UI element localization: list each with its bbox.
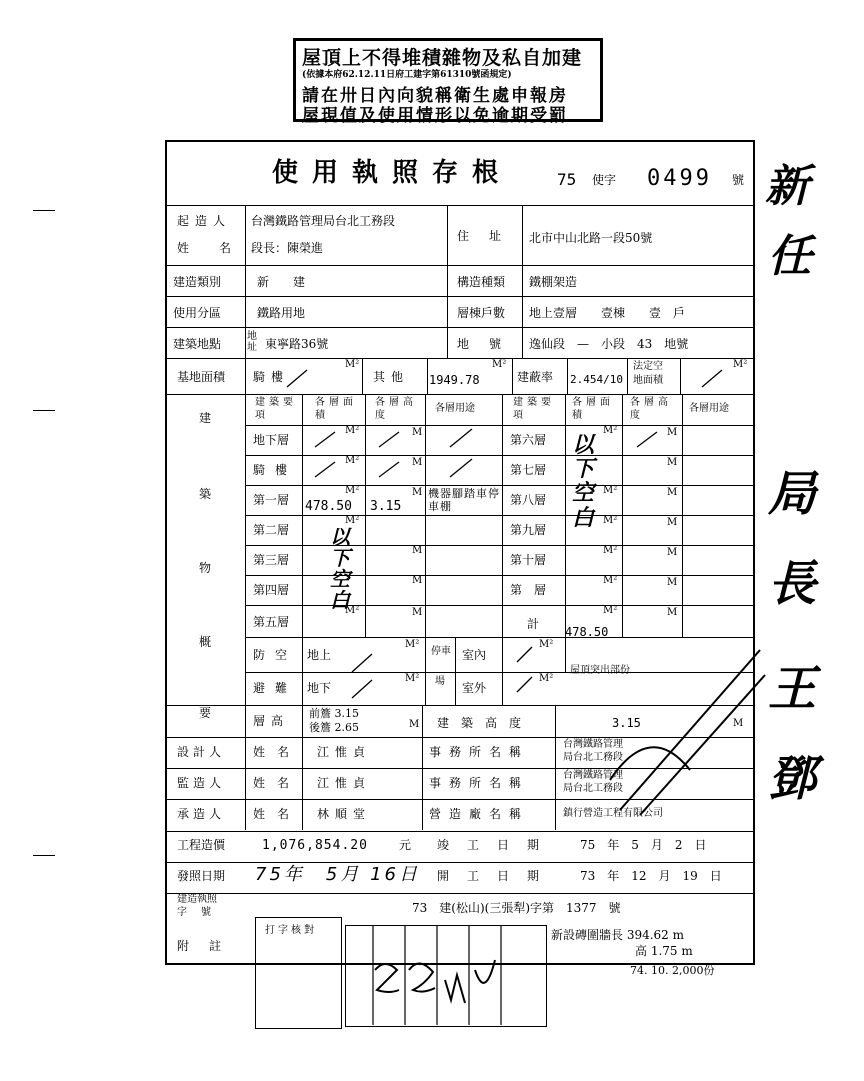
first-floor-area: 478.50 bbox=[305, 499, 352, 514]
col-header-area: 各層面積 bbox=[315, 397, 357, 421]
issue-date-label: 發照日期 bbox=[177, 869, 226, 883]
arcade-label: 騎樓 bbox=[253, 370, 290, 384]
floor-label: 第四層 bbox=[253, 583, 290, 597]
col-header-use: 各層用途 bbox=[435, 403, 475, 414]
permit-label-1: 建造執照 bbox=[177, 894, 217, 905]
supervisor-office-2: 局台北工務段 bbox=[563, 783, 623, 794]
shelter-above: 地上 bbox=[307, 648, 332, 662]
unit-m2: M² bbox=[345, 515, 360, 526]
parking-label-1: 停車 bbox=[431, 646, 451, 657]
stamp-line-2: (依據本府62.12.11日府工建字第61310號函規定) bbox=[302, 70, 512, 80]
unit-m: M bbox=[412, 457, 423, 468]
site-prefix: 地址 bbox=[247, 331, 257, 353]
unit-m2: M² bbox=[603, 575, 618, 586]
front-eave: 前簷 3.15 bbox=[309, 707, 359, 720]
legal-open-label-1: 法定空 bbox=[633, 361, 663, 372]
parking-outdoor: 室外 bbox=[462, 681, 487, 695]
contractor-factory-label: 營造廠名稱 bbox=[429, 807, 530, 821]
contractor-company: 鎮行營造工程有限公司 bbox=[563, 808, 663, 819]
typing-check-label: 打字核對 bbox=[265, 925, 317, 936]
unit-m2: M² bbox=[733, 359, 748, 370]
unit-m2: M² bbox=[405, 639, 420, 650]
unit-m: M bbox=[667, 547, 678, 558]
floor-label: 第十層 bbox=[510, 553, 547, 567]
supervisor-name: 江惟貞 bbox=[317, 776, 372, 790]
supervisor-office-label: 事務所名稱 bbox=[429, 776, 530, 790]
permit-year: 75 bbox=[557, 170, 577, 189]
unit-m: M bbox=[412, 607, 423, 618]
building-height-label: 建築高度 bbox=[437, 716, 534, 730]
permit-word: 使字 bbox=[592, 173, 617, 187]
site-area-label: 基地面積 bbox=[177, 370, 226, 384]
name-label: 姓名 bbox=[177, 241, 262, 255]
builder-org: 台灣鐵路管理局台北工務段 bbox=[251, 214, 396, 228]
unit-m2: M² bbox=[603, 425, 618, 436]
site-address: 東寧路36號 bbox=[265, 337, 329, 351]
unit-m: M bbox=[667, 577, 678, 588]
margin-hand-2: 任 bbox=[768, 231, 812, 282]
contractor-name-label: 姓名 bbox=[253, 807, 302, 821]
unit-m: M bbox=[667, 427, 678, 438]
floor-label: 第三層 bbox=[253, 553, 290, 567]
permit-stub-form bbox=[165, 140, 755, 965]
lot-label: 地號 bbox=[457, 337, 522, 351]
unit-m2: M² bbox=[345, 425, 360, 436]
approval-signatures bbox=[345, 925, 545, 1025]
stamp-line-3: 請在卅日內向貌稱衛生處申報房 bbox=[302, 86, 568, 106]
unit-m2: M² bbox=[345, 605, 360, 616]
blank-note-left: 以下空白 bbox=[330, 525, 350, 612]
form-title: 使用執照存根 bbox=[272, 158, 513, 188]
unit-m: M bbox=[667, 487, 678, 498]
unit-m2: M² bbox=[603, 515, 618, 526]
floor-label: 騎樓 bbox=[253, 463, 298, 477]
unit-m2: M² bbox=[492, 359, 507, 370]
margin-hand-6: 鄧 bbox=[768, 751, 817, 807]
issue-date: 75年 5月 16日 bbox=[255, 864, 420, 885]
margin-mark bbox=[33, 855, 55, 856]
margin-mark bbox=[33, 410, 55, 411]
unit-m: M bbox=[409, 719, 420, 730]
designer-name: 江惟貞 bbox=[317, 745, 372, 759]
builder-address: 北市中山北路一段50號 bbox=[529, 231, 653, 245]
check-stamp-box bbox=[255, 917, 342, 1029]
col-header-area: 各層面積 bbox=[572, 397, 614, 421]
floors-count: 地上壹層 壹棟 壹 戶 bbox=[529, 306, 686, 320]
unit-m: M bbox=[667, 457, 678, 468]
unit-m2: M² bbox=[603, 605, 618, 616]
completion-date: 75 年 5 月 2 日 bbox=[580, 838, 707, 852]
designer-name-label: 姓名 bbox=[253, 745, 302, 759]
margin-hand-5: 王 bbox=[768, 661, 817, 717]
shelter-below: 地下 bbox=[307, 681, 332, 695]
unit-m2: M² bbox=[539, 673, 554, 684]
unit-m: M bbox=[412, 487, 423, 498]
floor-label: 第二層 bbox=[253, 523, 290, 537]
floor-label: 第五層 bbox=[253, 615, 290, 629]
side-label-char: 建 bbox=[199, 411, 212, 425]
building-height: 3.15 bbox=[612, 716, 641, 730]
other-label: 其他 bbox=[373, 370, 410, 384]
wall-height: 高 1.75 m bbox=[635, 944, 693, 958]
builder-chief: 段長：陳榮進 bbox=[251, 241, 324, 255]
col-header-use: 各層用途 bbox=[689, 403, 729, 414]
total-label: 計 bbox=[527, 617, 540, 631]
designer-office-2: 局台北工務段 bbox=[563, 752, 623, 763]
unit-m2: M² bbox=[539, 639, 554, 650]
floor-height-label: 層高 bbox=[253, 714, 290, 728]
designer-office-label: 事務所名稱 bbox=[429, 745, 530, 759]
legal-open-label-2: 地面積 bbox=[633, 375, 663, 386]
unit-m2: M² bbox=[603, 545, 618, 556]
roof-projection-label: 屋頂突出部份 bbox=[570, 665, 630, 676]
contractor-name: 林順堂 bbox=[317, 807, 372, 821]
cost-unit: 元 bbox=[399, 838, 412, 852]
col-header-item: 建築要項 bbox=[255, 397, 297, 421]
unit-m2: M² bbox=[345, 455, 360, 466]
unit-m2: M² bbox=[603, 485, 618, 496]
unit-m: M bbox=[733, 718, 744, 729]
unit-m: M bbox=[412, 427, 423, 438]
completion-label: 竣工日期 bbox=[437, 838, 558, 852]
lot-number: 逸仙段 — 小段 43 地號 bbox=[529, 337, 689, 351]
permit-number: 0499 bbox=[647, 166, 712, 191]
margin-hand-4: 長 bbox=[768, 556, 817, 612]
contractor-label: 承造人 bbox=[177, 807, 226, 821]
unit-m: M bbox=[667, 607, 678, 618]
stamp-line-1: 屋頂上不得堆積雜物及私自加建 bbox=[302, 47, 583, 69]
build-type: 新 建 bbox=[257, 275, 306, 289]
side-label-char: 概 bbox=[199, 635, 212, 649]
blank-note-right: 以下空白 bbox=[572, 433, 595, 531]
warning-stamp bbox=[293, 38, 603, 126]
shelter-label-2: 避難 bbox=[253, 681, 298, 695]
unit-m2: M² bbox=[345, 485, 360, 496]
coverage-label: 建蔽率 bbox=[517, 370, 554, 384]
first-floor-use: 機器腳踏車停車棚 bbox=[428, 487, 500, 514]
floors-label: 層棟戶數 bbox=[457, 306, 506, 320]
coverage-ratio: 2.454/10 bbox=[570, 373, 623, 386]
structure-label: 構造種類 bbox=[457, 275, 506, 289]
floor-label: 地下層 bbox=[253, 433, 290, 447]
permit-label-2: 字號 bbox=[177, 907, 225, 918]
site-label: 建築地點 bbox=[173, 337, 222, 351]
cost-label: 工程造價 bbox=[177, 838, 226, 852]
building-permit-number: 73 建(松山)(三張犁)字第 1377 號 bbox=[412, 901, 621, 915]
supervisor-office-1: 台灣鐵路管理 bbox=[563, 770, 623, 781]
build-type-label: 建造類別 bbox=[173, 275, 222, 289]
remarks-label: 附註 bbox=[177, 939, 242, 953]
address-label: 住址 bbox=[457, 229, 522, 243]
col-header-height: 各層高度 bbox=[630, 397, 672, 421]
margin-mark bbox=[33, 210, 55, 211]
designer-label: 設計人 bbox=[177, 745, 226, 759]
floor-label: 第一層 bbox=[253, 493, 290, 507]
floor-label: 第八層 bbox=[510, 493, 547, 507]
cost-value: 1,076,854.20 bbox=[262, 838, 368, 853]
use-zone-label: 使用分區 bbox=[173, 306, 222, 320]
scan-noise bbox=[600, 630, 770, 830]
col-header-height: 各層高度 bbox=[375, 397, 417, 421]
first-floor-height: 3.15 bbox=[370, 499, 402, 514]
floor-label: 第六層 bbox=[510, 433, 547, 447]
parking-label-2: 場 bbox=[435, 676, 445, 687]
start-label: 開工日期 bbox=[437, 869, 558, 883]
side-label-char: 要 bbox=[199, 706, 212, 720]
total-area: 478.50 bbox=[565, 625, 609, 639]
col-header-item: 建築要項 bbox=[513, 397, 555, 421]
stamp-line-4: 屋現值及使用情形以免逾期受罰 bbox=[302, 106, 568, 126]
unit-m: M bbox=[412, 575, 423, 586]
unit-m: M bbox=[412, 545, 423, 556]
print-footer: 74. 10. 2,000份 bbox=[630, 964, 715, 977]
back-eave: 後簷 2.65 bbox=[309, 721, 359, 734]
margin-hand-3: 局 bbox=[768, 466, 817, 522]
structure-type: 鐵棚架造 bbox=[529, 275, 578, 289]
supervisor-name-label: 姓名 bbox=[253, 776, 302, 790]
designer-office-1: 台灣鐵路管理 bbox=[563, 739, 623, 750]
builder-label: 起造人 bbox=[177, 214, 232, 228]
parking-indoor: 室內 bbox=[462, 648, 487, 662]
floor-label: 第九層 bbox=[510, 523, 547, 537]
start-date: 73 年 12 月 19 日 bbox=[580, 869, 722, 883]
margin-hand-1: 新 bbox=[765, 161, 809, 212]
side-label-char: 物 bbox=[199, 561, 212, 575]
unit-m2: M² bbox=[405, 673, 420, 684]
floor-label: 第 層 bbox=[510, 583, 547, 597]
use-zone: 鐵路用地 bbox=[257, 306, 306, 320]
shelter-label-1: 防空 bbox=[253, 648, 298, 662]
floor-label: 第七層 bbox=[510, 463, 547, 477]
supervisor-label: 監造人 bbox=[177, 776, 226, 790]
wall-length: 新設磚圍牆長 394.62 m bbox=[551, 928, 684, 942]
unit-m: M bbox=[667, 517, 678, 528]
side-label-char: 築 bbox=[199, 487, 212, 501]
unit-m2: M² bbox=[345, 359, 360, 370]
other-area: 1949.78 bbox=[429, 373, 480, 387]
permit-suffix: 號 bbox=[732, 173, 745, 187]
